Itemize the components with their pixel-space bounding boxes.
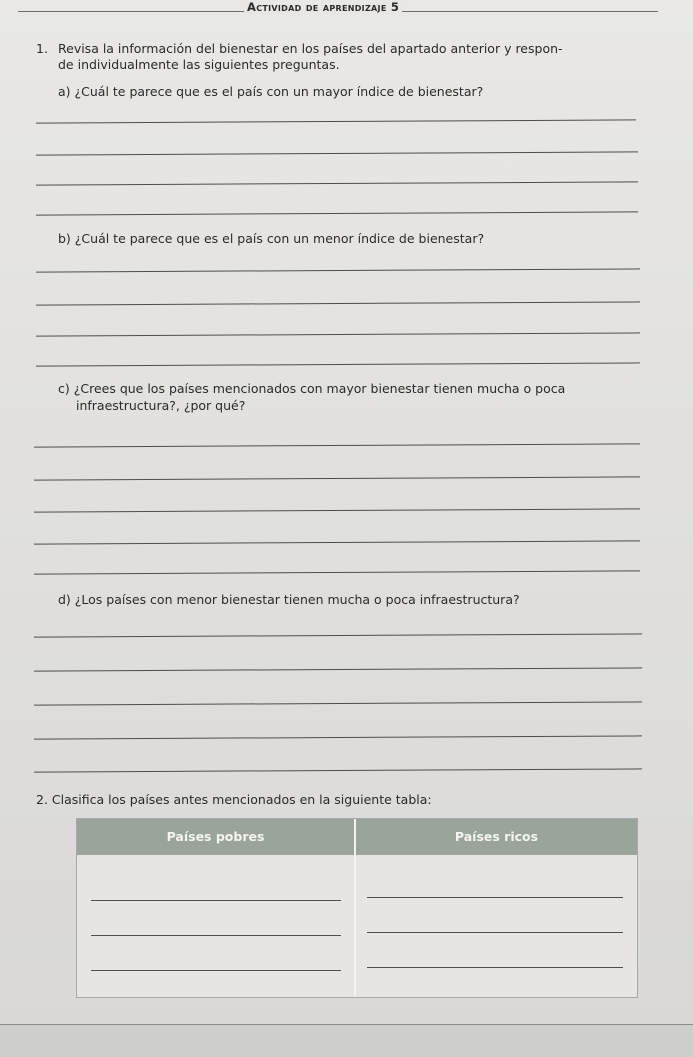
answer-line-1d-2[interactable] (34, 667, 642, 671)
question-1c-text-line-1: c) ¿Crees que los países mencionados con mayor bienestar tienen mucha o poca (58, 381, 566, 396)
question-2-text: 2. Clasifica los países antes mencionados en la siguiente tabla: (36, 792, 432, 807)
answer-line-1a-3[interactable] (36, 181, 638, 185)
poor-country-line-2[interactable] (91, 935, 341, 936)
answer-line-1d-3[interactable] (34, 701, 642, 705)
question-1-number: 1. (36, 41, 48, 56)
question-1b-text: b) ¿Cuál te parece que es el país con un menor índice de bienestar? (58, 231, 485, 246)
header-rich-countries: Países ricos (454, 829, 539, 844)
answer-line-1d-4[interactable] (34, 735, 642, 739)
rich-country-line-3[interactable] (367, 967, 623, 968)
answer-line-1b-1[interactable] (36, 268, 640, 272)
answer-line-1c-4[interactable] (34, 540, 640, 544)
header-poor-countries: Países pobres (166, 829, 265, 844)
question-1-text-line-1: Revisa la información del bienestar en los países del apartado anterior y respon- (58, 41, 563, 56)
answer-line-1c-1[interactable] (34, 443, 640, 447)
answer-line-1b-4[interactable] (36, 362, 640, 366)
table-header-row (77, 819, 637, 855)
answer-line-1b-3[interactable] (36, 332, 640, 336)
table-column-divider (354, 819, 356, 997)
answer-line-1d-5[interactable] (34, 768, 642, 772)
rich-country-line-2[interactable] (367, 932, 623, 933)
activity-title: Actividad de aprendizaje 5 (244, 0, 402, 14)
answer-line-1c-2[interactable] (34, 476, 640, 480)
answer-line-1c-5[interactable] (34, 570, 640, 574)
question-1a-text: a) ¿Cuál te parece que es el país con un mayor índice de bienestar? (58, 84, 484, 99)
question-1-text-line-2: de individualmente las siguientes preguntas. (58, 57, 340, 72)
answer-line-1b-2[interactable] (36, 301, 640, 305)
answer-line-1a-4[interactable] (36, 211, 638, 215)
classification-table (76, 818, 638, 998)
poor-country-line-1[interactable] (91, 900, 341, 901)
question-1c-text-line-2: infraestructura?, ¿por qué? (76, 398, 246, 413)
page-bottom-shadow (0, 1025, 693, 1057)
rich-country-line-1[interactable] (367, 897, 623, 898)
answer-line-1c-3[interactable] (34, 508, 640, 512)
question-1d-text: d) ¿Los países con menor bienestar tienen mucha o poca infraestructura? (58, 592, 520, 607)
answer-line-1a-1[interactable] (36, 119, 636, 123)
answer-line-1d-1[interactable] (34, 633, 642, 637)
poor-country-line-3[interactable] (91, 970, 341, 971)
answer-line-1a-2[interactable] (36, 151, 638, 155)
